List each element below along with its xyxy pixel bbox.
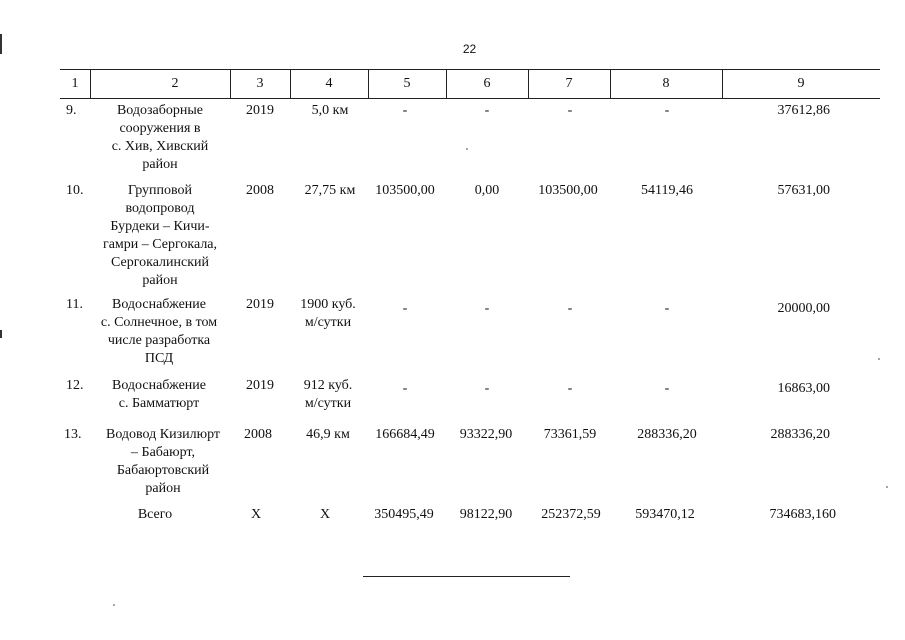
column-header: 5 [403, 76, 411, 91]
row-capacity: 46,9 км [306, 427, 350, 442]
scan-edge-mark [0, 330, 2, 338]
row-col6: - [484, 103, 490, 118]
row-year: 2008 [246, 183, 274, 198]
row-col6: 93322,90 [459, 427, 513, 442]
total-col5: 350495,49 [374, 507, 434, 522]
row-col7: - [567, 381, 573, 396]
row-name: Водозаборные сооружения в с. Хив, Хивский район [111, 103, 209, 172]
column-header: 9 [797, 76, 805, 91]
row-name: Водоснабжение с. Бамматюрт [111, 378, 206, 411]
total-col7: 252372,59 [541, 507, 601, 522]
scan-speck [878, 358, 880, 360]
total-col9: 734683,160 [769, 507, 836, 522]
column-header: 8 [662, 76, 670, 91]
row-col9: 288336,20 [770, 427, 830, 442]
table-header-row [60, 70, 880, 98]
row-number: 11. [66, 297, 83, 312]
row-capacity: 912 куб. м/сутки [303, 378, 353, 411]
total-label: Всего [137, 507, 173, 522]
row-name: Водоснабжение с. Солнечное, в том числе разработка ПСД [100, 297, 218, 366]
row-year: 2019 [246, 297, 274, 312]
row-col7: - [567, 103, 573, 118]
row-col9: 16863,00 [777, 381, 830, 396]
row-col6: 0,00 [474, 183, 500, 198]
row-col9: 20000,00 [777, 301, 830, 316]
scan-speck [113, 604, 115, 606]
row-number: 13. [64, 427, 82, 442]
row-name: Водовод Кизилюрт – Бабаюрт, Бабаюртовский район [105, 427, 221, 496]
row-col8: - [664, 381, 670, 396]
total-col6: 98122,90 [459, 507, 513, 522]
column-header: 2 [171, 76, 179, 91]
column-header: 3 [256, 76, 264, 91]
row-capacity: 27,75 км [304, 183, 356, 198]
row-col5: - [402, 103, 408, 118]
footer-rule [363, 576, 570, 577]
table-header-bottom-rule [60, 98, 880, 99]
scan-speck [886, 486, 888, 488]
row-col5: 103500,00 [375, 183, 435, 198]
row-col5: - [402, 381, 408, 396]
row-col9: 57631,00 [777, 183, 830, 198]
scan-edge-mark [0, 34, 2, 54]
row-col7: 103500,00 [538, 183, 598, 198]
total-col8: 593470,12 [635, 507, 695, 522]
row-col8: - [664, 103, 670, 118]
column-header: 7 [565, 76, 573, 91]
row-col8: 54119,46 [641, 183, 693, 198]
row-number: 12. [66, 378, 84, 393]
row-number: 9. [66, 103, 77, 118]
row-name: Групповой водопровод Бурдеки – Кичи- гамри – Сергокала, Сергокалинский район [102, 183, 218, 288]
column-header: 6 [483, 76, 491, 91]
column-header: 1 [71, 76, 79, 91]
scan-speck [466, 148, 468, 150]
total-capacity: Х [319, 507, 331, 522]
row-col5: 166684,49 [375, 427, 435, 442]
total-year: Х [250, 507, 262, 522]
row-col8: 288336,20 [637, 427, 697, 442]
row-year: 2008 [244, 427, 272, 442]
row-col7: - [567, 301, 573, 316]
row-year: 2019 [246, 103, 274, 118]
row-col5: - [402, 301, 408, 316]
page-number: 22 [462, 42, 477, 56]
row-col6: - [484, 381, 490, 396]
row-year: 2019 [246, 378, 274, 393]
row-col6: - [484, 301, 490, 316]
row-col9: 37612,86 [777, 103, 830, 118]
row-number: 10. [66, 183, 84, 198]
row-col8: - [664, 301, 670, 316]
row-col7: 73361,59 [543, 427, 597, 442]
row-capacity: 5,0 км [311, 103, 349, 118]
row-capacity: 1900 куб. м/сутки [300, 297, 356, 330]
column-header: 4 [325, 76, 333, 91]
